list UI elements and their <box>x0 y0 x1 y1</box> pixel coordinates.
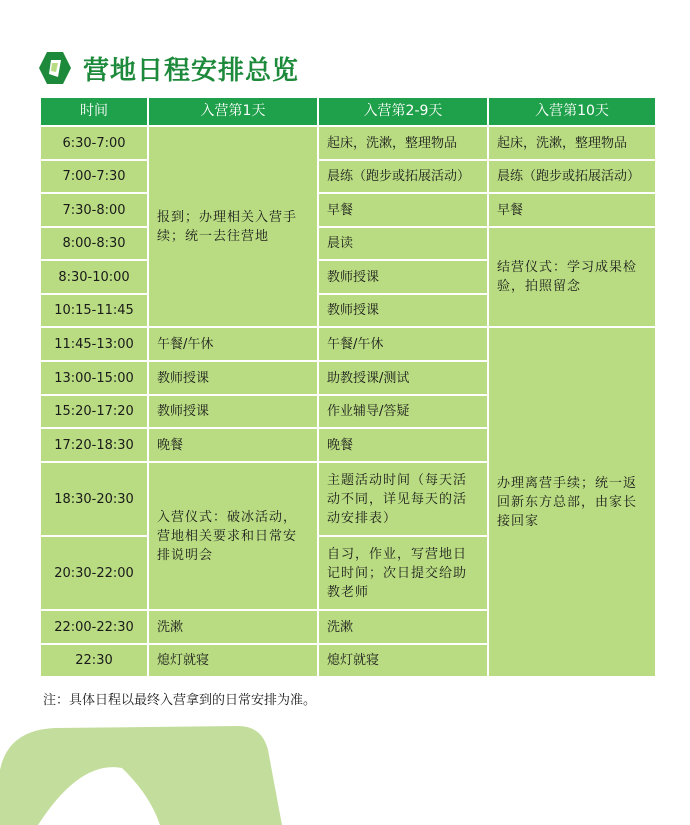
days2-9-lunch-cell: 午餐/午休 <box>318 327 488 361</box>
table-header-row <box>40 97 656 126</box>
table-row <box>40 160 656 193</box>
time-cell: 8:30-10:00 <box>40 260 148 294</box>
time-cell: 7:30-8:00 <box>40 193 148 227</box>
day10-leave-cell: 办理离营手续；统一返回新东方总部，由家长接回家 <box>488 327 656 677</box>
day10-closing-cell: 结营仪式：学习成果检验，拍照留念 <box>488 227 656 327</box>
header-day1: 入营第1天 <box>148 97 318 126</box>
table-row <box>40 327 656 361</box>
days2-9-wake-cell: 起床，洗漱，整理物品 <box>318 126 488 160</box>
time-cell: 17:20-18:30 <box>40 428 148 462</box>
day10-breakfast-cell: 早餐 <box>488 193 656 227</box>
schedule-table <box>39 96 657 678</box>
day1-wash-cell: 洗漱 <box>148 610 318 644</box>
days2-9-class1-cell: 教师授课 <box>318 260 488 294</box>
footnote: 注：具体日程以最终入营拿到的日常安排为准。 <box>43 693 317 708</box>
days2-9-class2-cell: 教师授课 <box>318 294 488 327</box>
table-row <box>40 126 656 160</box>
days2-9-breakfast-cell: 早餐 <box>318 193 488 227</box>
day10-exercise-cell: 晨练（跑步或拓展活动） <box>488 160 656 193</box>
time-cell: 6:30-7:00 <box>40 126 148 160</box>
page-header <box>37 50 299 86</box>
header-days2-9: 入营第2-9天 <box>318 97 488 126</box>
table-row <box>40 193 656 227</box>
time-cell: 10:15-11:45 <box>40 294 148 327</box>
time-cell: 8:00-8:30 <box>40 227 148 260</box>
day1-dinner-cell: 晚餐 <box>148 428 318 462</box>
time-cell: 11:45-13:00 <box>40 327 148 361</box>
time-cell: 15:20-17:20 <box>40 395 148 428</box>
days2-9-exercise-cell: 晨练（跑步或拓展活动） <box>318 160 488 193</box>
time-cell: 22:00-22:30 <box>40 610 148 644</box>
days2-9-dinner-cell: 晚餐 <box>318 428 488 462</box>
days2-9-reading-cell: 晨读 <box>318 227 488 260</box>
days2-9-sleep-cell: 熄灯就寝 <box>318 644 488 677</box>
days2-9-theme-cell: 主题活动时间（每天活动不同，详见每天的活动安排表） <box>318 462 488 536</box>
day1-class1-cell: 教师授课 <box>148 361 318 395</box>
days2-9-selfstudy-cell: 自习，作业，写营地日记时间；次日提交给助教老师 <box>318 536 488 610</box>
day1-lunch-cell: 午餐/午休 <box>148 327 318 361</box>
page-title: 营地日程安排总览 <box>83 55 300 86</box>
logo-icon <box>37 50 73 86</box>
time-cell: 13:00-15:00 <box>40 361 148 395</box>
time-cell: 7:00-7:30 <box>40 160 148 193</box>
day10-wake-cell: 起床，洗漱，整理物品 <box>488 126 656 160</box>
days2-9-wash-cell: 洗漱 <box>318 610 488 644</box>
header-time: 时间 <box>40 97 148 126</box>
day1-ceremony-cell: 入营仪式：破冰活动，营地相关要求和日常安排说明会 <box>148 462 318 610</box>
day1-sleep-cell: 熄灯就寝 <box>148 644 318 677</box>
days2-9-ta-class-cell: 助教授课/测试 <box>318 361 488 395</box>
day1-class2-cell: 教师授课 <box>148 395 318 428</box>
time-cell: 20:30-22:00 <box>40 536 148 610</box>
days2-9-homework-cell: 作业辅导/答疑 <box>318 395 488 428</box>
day1-checkin-cell: 报到；办理相关入营手续；统一去往营地 <box>148 126 318 327</box>
table-row <box>40 227 656 260</box>
time-cell: 22:30 <box>40 644 148 677</box>
time-cell: 18:30-20:30 <box>40 462 148 536</box>
header-day10: 入营第10天 <box>488 97 656 126</box>
